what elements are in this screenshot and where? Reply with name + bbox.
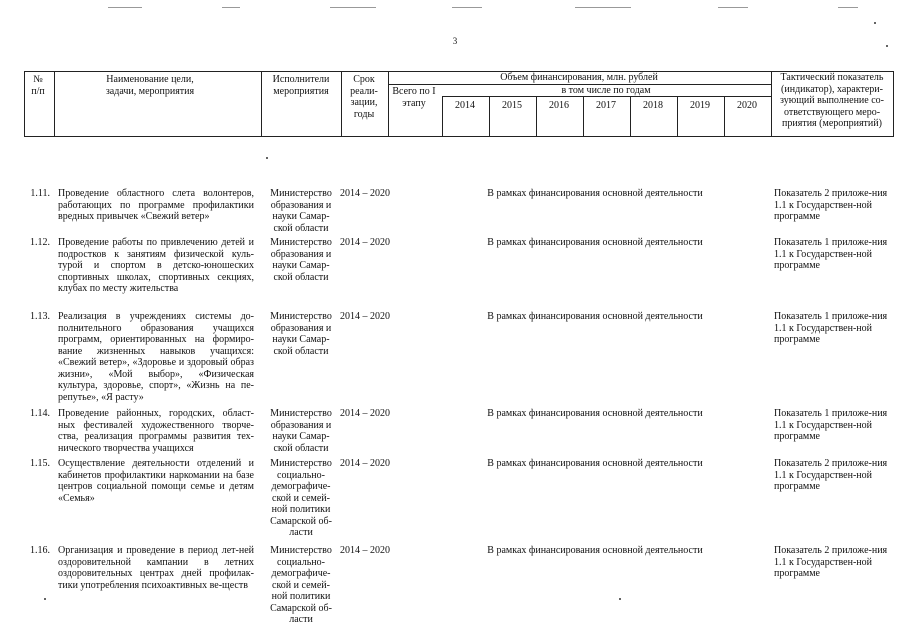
scan-line <box>452 7 482 8</box>
row-name: Осуществление деятельности отделений и кабинетов профилактики наркомании на базе центров социальной помощи семье и детям «Семья» <box>58 458 254 504</box>
row-funding: В рамках финансирования основной деятельности <box>487 545 703 556</box>
row-number: 1.11. <box>30 188 50 199</box>
row-executor: Министерство образования и науки Самар-ской области <box>270 408 332 454</box>
page-number: 3 <box>452 36 458 46</box>
row-indicator: Показатель 1 приложе-ния 1.1 к Государствен-ной программе <box>774 311 888 345</box>
row-name: Организация и проведение в период лет-ней оздоровительной кампании в летних оздоровительных центрах дней профилак-тики употребления психоактивных ве-ществ <box>58 545 254 591</box>
row-term: 2014 – 2020 <box>340 311 390 322</box>
row-indicator: Показатель 1 приложе-ния 1.1 к Государствен-ной программе <box>774 408 888 442</box>
header-term: Срок реали-зации, годы <box>350 74 378 120</box>
header-indicator: Тактический показатель (индикатор), характери-зующий выполнение со-ответствующего меро-приятия (мероприятий) <box>780 72 884 129</box>
row-term: 2014 – 2020 <box>340 237 390 248</box>
header-year: 2016 <box>549 100 569 111</box>
scan-line <box>575 7 631 8</box>
row-term: 2014 – 2020 <box>340 545 390 556</box>
scan-line <box>330 7 376 8</box>
scan-speck <box>619 598 621 600</box>
header-year: 2014 <box>455 100 475 111</box>
row-executor: Министерство образования и науки Самар-ской области <box>270 311 332 357</box>
row-indicator: Показатель 2 приложе-ния 1.1 к Государствен-ной программе <box>774 188 888 222</box>
row-funding: В рамках финансирования основной деятельности <box>487 311 703 322</box>
header-funding: Объем финансирования, млн. рублей <box>500 72 658 83</box>
scan-line <box>222 7 240 8</box>
header-executors: Исполнители мероприятия <box>272 74 330 97</box>
row-executor: Министерство образования и науки Самар-ской области <box>270 188 332 234</box>
row-executor: Министерство социально-демографиче-ской и семей-ной политики Самарской об-ласти <box>270 545 332 625</box>
scan-line <box>718 7 748 8</box>
row-term: 2014 – 2020 <box>340 408 390 419</box>
row-number: 1.16. <box>30 545 50 556</box>
row-name: Проведение областного слета волонтеров, работающих по программе профилактики вредных привычек «Свежий ветер» <box>58 188 254 222</box>
scan-speck <box>886 45 888 47</box>
header-year: 2015 <box>502 100 522 111</box>
scan-line <box>108 7 142 8</box>
row-indicator: Показатель 2 приложе-ния 1.1 к Государствен-ной программе <box>774 545 888 579</box>
row-funding: В рамках финансирования основной деятельности <box>487 458 703 469</box>
header-by-years: в том числе по годам <box>561 85 651 96</box>
row-name: Проведение работы по привлечению детей и подростков к занятиям физической куль-турой и спортом в детско-юношеских спортивных школах, спортивных секциях, клубах по месту жительства <box>58 237 254 294</box>
header-total: Всего по I этапу <box>392 86 436 109</box>
row-funding: В рамках финансирования основной деятельности <box>487 408 703 419</box>
header-num: № п/п <box>31 74 45 97</box>
row-funding: В рамках финансирования основной деятельности <box>487 188 703 199</box>
scan-speck <box>44 598 46 600</box>
scan-speck <box>266 157 268 159</box>
row-executor: Министерство образования и науки Самар-ской области <box>270 237 332 283</box>
header-year: 2017 <box>596 100 616 111</box>
row-number: 1.12. <box>30 237 50 248</box>
scan-line <box>838 7 858 8</box>
row-term: 2014 – 2020 <box>340 458 390 469</box>
row-indicator: Показатель 2 приложе-ния 1.1 к Государствен-ной программе <box>774 458 888 492</box>
row-funding: В рамках финансирования основной деятельности <box>487 237 703 248</box>
header-year: 2020 <box>737 100 757 111</box>
row-executor: Министерство социально-демографиче-ской и семей-ной политики Самарской об-ласти <box>270 458 332 538</box>
scan-speck <box>874 22 876 24</box>
row-number: 1.14. <box>30 408 50 419</box>
header-year: 2019 <box>690 100 710 111</box>
header-year: 2018 <box>643 100 663 111</box>
row-name: Реализация в учреждениях системы до-полнительного образования учащихся программ, ориентированных на формиро-вание жизненных навыков учащихся: «Свежий ветер», «Здоровье и здоровый образ жизни», «Мой выбор», «Физическая культура, здоровье, спорт», «Жизнь на пе-репутье», «Я расту» <box>58 311 254 403</box>
row-number: 1.13. <box>30 311 50 322</box>
header-name: Наименование цели, задачи, мероприятия <box>105 74 195 97</box>
row-term: 2014 – 2020 <box>340 188 390 199</box>
row-number: 1.15. <box>30 458 50 469</box>
row-name: Проведение районных, городских, област-ных фестивалей художественного творче-ства, реализация программы развития тех-нического творчества учащихся <box>58 408 254 454</box>
row-indicator: Показатель 1 приложе-ния 1.1 к Государствен-ной программе <box>774 237 888 271</box>
